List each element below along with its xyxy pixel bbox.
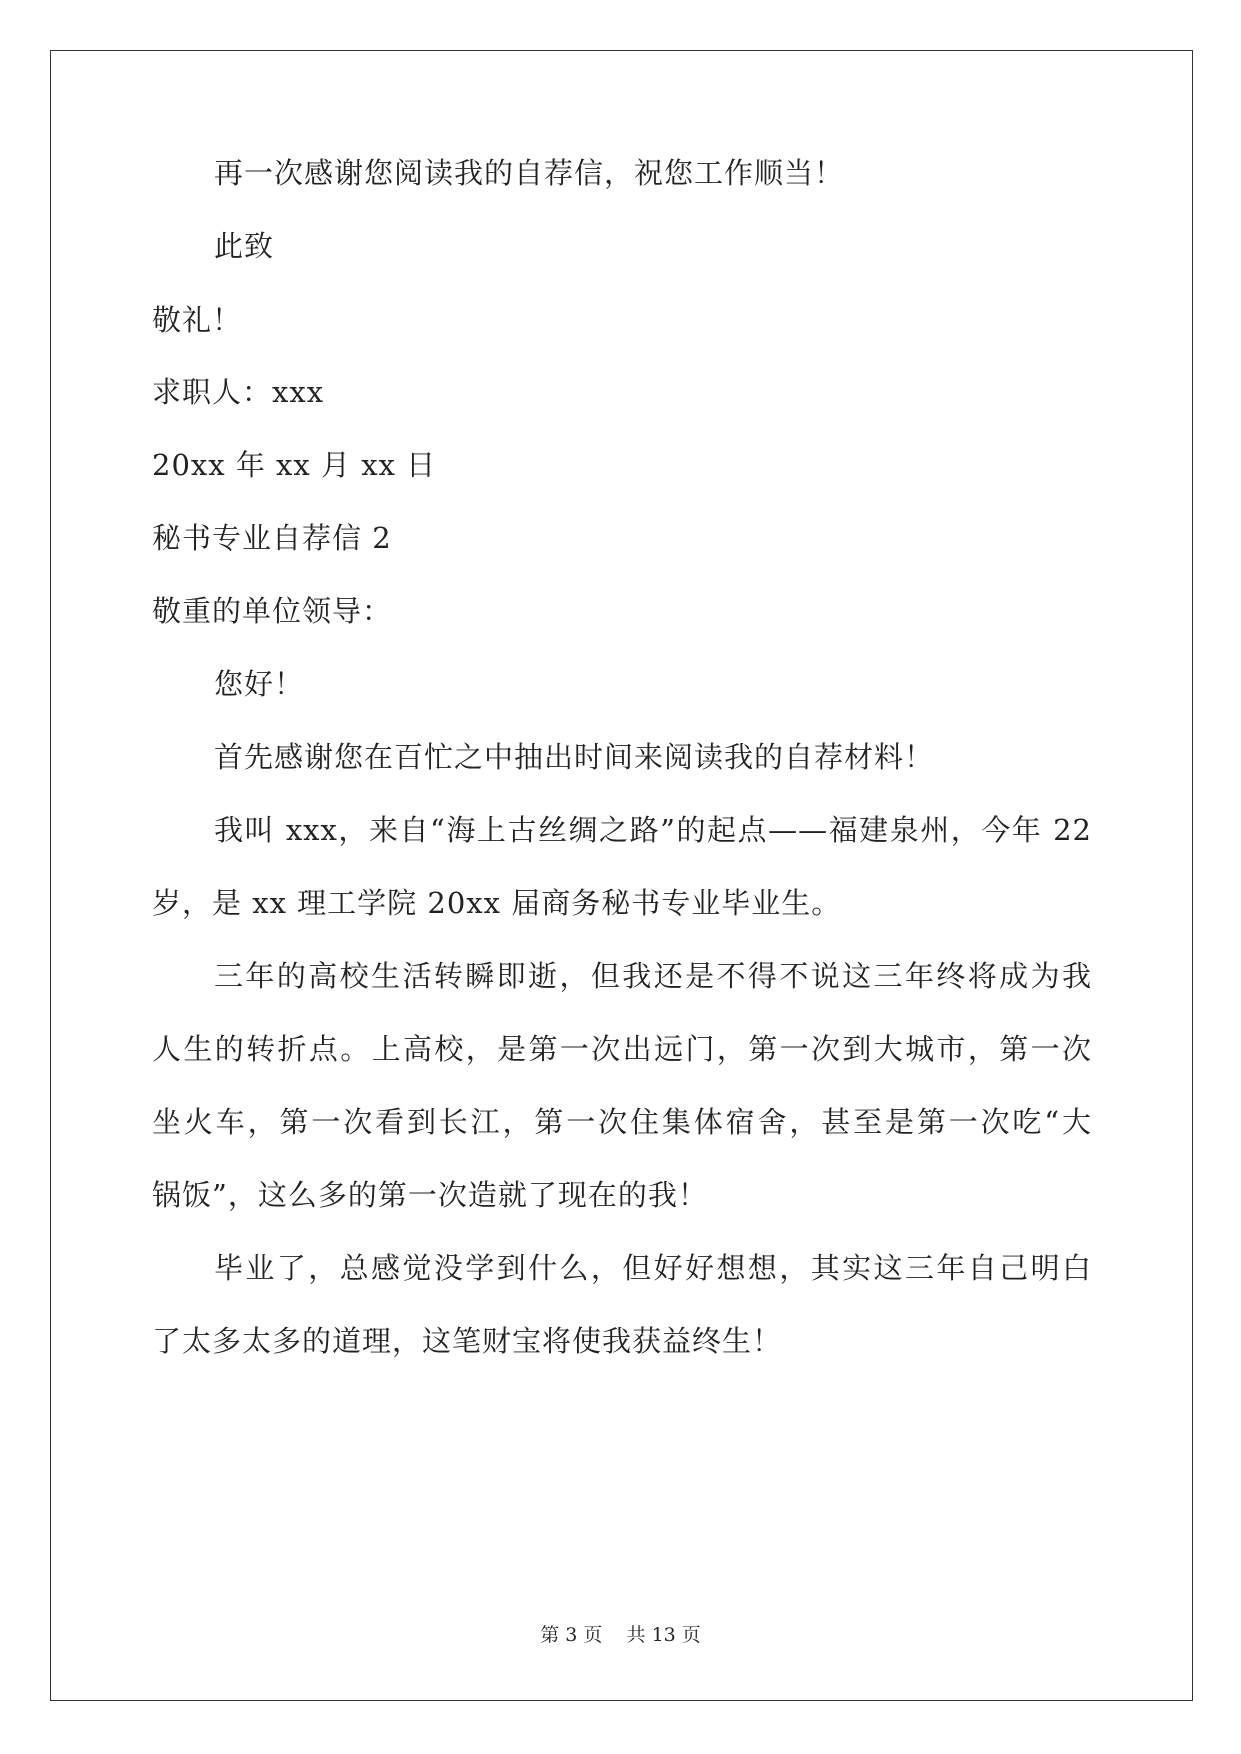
- section-title: 秘书专业自荐信 2: [152, 521, 392, 555]
- paragraph-line: 毕业了，总感觉没学到什么，但好好想想，其实这三年自己明白: [214, 1251, 1092, 1285]
- paragraph-line: 坐火车，第一次看到长江，第一次住集体宿舍，甚至是第一次吃“大: [152, 1105, 1092, 1139]
- paragraph-line: 首先感谢您在百忙之中抽出时间来阅读我的自荐材料！: [214, 740, 935, 774]
- paragraph-line: 此致: [214, 229, 275, 263]
- paragraph-line: 了太多太多的道理，这笔财宝将使我获益终生！: [152, 1324, 783, 1358]
- paragraph-line: 岁，是 xx 理工学院 20xx 届商务秘书专业毕业生。: [152, 886, 842, 920]
- paragraph-line: 人生的转折点。上高校，是第一次出远门，第一次到大城市，第一次: [152, 1032, 1092, 1066]
- paragraph-line: 敬礼！: [152, 303, 243, 337]
- paragraph-line: 敬重的单位领导：: [152, 594, 393, 628]
- paragraph-line: 您好！: [214, 667, 305, 701]
- paragraph-line: 我叫 xxx，来自“海上古丝绸之路”的起点——福建泉州，今年 22: [214, 813, 1092, 847]
- paragraph-line: 求职人：xxx: [152, 375, 325, 409]
- paragraph-line: 20xx 年 xx 月 xx 日: [152, 448, 437, 482]
- page-number: 第 3 页 共 13 页: [540, 1624, 701, 1646]
- paragraph-line: 再一次感谢您阅读我的自荐信，祝您工作顺当！: [214, 156, 845, 190]
- page-border: [50, 50, 1193, 1701]
- paragraph-line: 锅饭”，这么多的第一次造就了现在的我！: [152, 1178, 708, 1212]
- paragraph-line: 三年的高校生活转瞬即逝，但我还是不得不说这三年终将成为我: [214, 959, 1092, 993]
